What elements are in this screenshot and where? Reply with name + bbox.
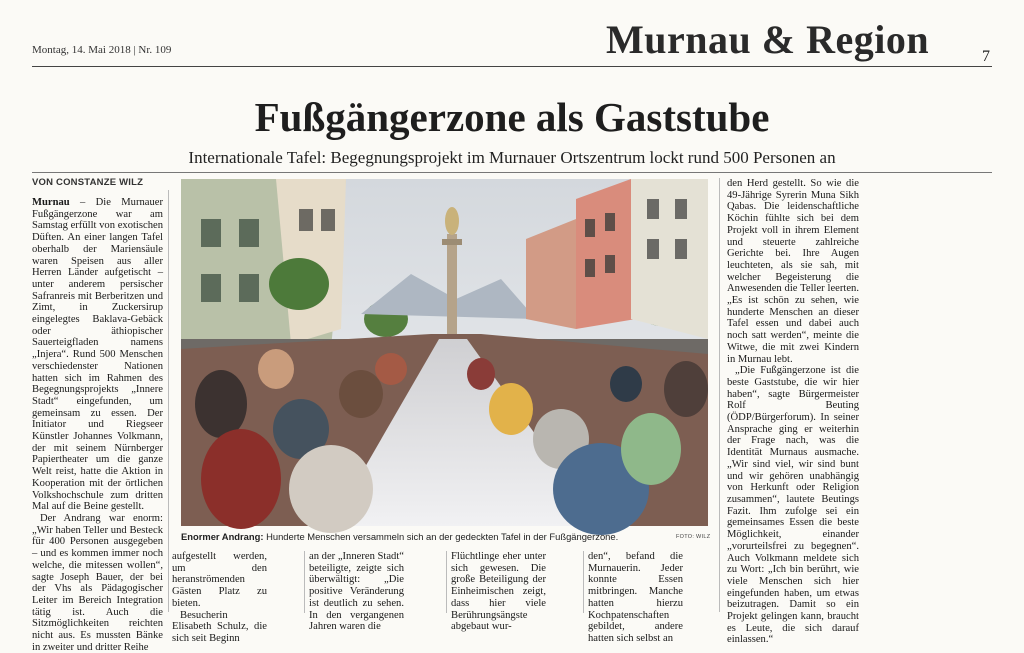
column-divider [304, 551, 305, 613]
column-divider [446, 551, 447, 613]
paragraph: aufgestellt werden, um den heranströmenden Gästen Platz zu bieten. [172, 551, 267, 609]
lead-location: Murnau [32, 197, 70, 208]
column-divider [719, 178, 720, 612]
paragraph: Besucherin Elisabeth Schulz, die sich seit Beginn [172, 609, 267, 644]
photo-caption [181, 531, 711, 542]
photo-credit: FOTO: WILZ [676, 534, 711, 540]
article-column-2 [172, 551, 267, 644]
article-column-3 [309, 551, 405, 633]
dateline: Montag, 14. Mai 2018 | Nr. 109 [32, 44, 172, 56]
subheadline: Internationale Tafel: Begegnungsprojekt im Murnauer Ortszentrum lockt rund 500 Personen an [188, 148, 836, 167]
article-column-5 [588, 551, 683, 644]
caption-lead: Enormer Andrang: [181, 531, 264, 542]
article-photo [181, 179, 708, 526]
column-divider [168, 190, 169, 612]
masthead-rule [32, 66, 992, 67]
subheadline-rule [32, 172, 992, 173]
paragraph [32, 197, 163, 513]
paragraph: Flüchtlinge eher unter sich gewesen. Die große Beteiligung der Einheimischen zeigt, dass hier viele Berührungsängste abgebaut wur- [451, 551, 546, 633]
column-divider [583, 551, 584, 613]
article-column-1 [32, 197, 163, 653]
byline: VON CONSTANZE WILZ [32, 177, 144, 188]
paragraph: Der Andrang war enorm: „Wir haben Teller und Besteck für 400 Personen ausgegeben – und es kommen immer noch welche, die mitessen wollen“, sagte Joseph Bauer, der bei der Vhs als Pädagogischer Leiter im Bereich Integration tätig ist. Auch die Sitzmöglichkeiten reichten nicht aus. Es mussten Bänke in zweiter und dritter Reihe [32, 512, 163, 653]
headline: Fußgängerzone als Gaststube [254, 94, 770, 140]
caption-text: Hunderte Menschen versammeln sich an der gedeckten Tafel in der Fußgängerzone. [263, 531, 619, 542]
article-column-6 [727, 178, 859, 646]
paragraph: an der „Inneren Stadt“ beteiligte, zeigte sich überwältigt: „Die positive Veränderung ist deutlich zu sehen. In den vergangenen Jahren waren die [309, 551, 405, 633]
paragraph: den Herd gestellt. So wie die 49-Jährige Syrerin Muna Sikh Qabas. Die leidenschaftliche Köchin fühlte sich bei dem Projekt voll in ihrem Element und steuerte zahlreiche Gerichte bei. Ihre Augen leuchteten, als sie sah, mit welcher Begeisterung die Anwesenden die Teller leerten. „Es ist schön zu sehen, wie hunderte Menschen an dieser Tafel essen und dabei auch noch satt werden“, meinte die Witwe, die mit zwei Kindern in Murnau lebt. [727, 178, 859, 365]
paragraph-text: – Die Murnauer Fußgängerzone war am Samstag erfüllt von exotischen Düften. An einer langen Tafel oberhalb der Mariensäule waren Speisen aus aller Herren Länder aufgetischt – unter anderem persischer Safranreis mit Berberitzen und Zimt, in Zuckersirup eingelegtes Baklava-Gebäck oder äthiopischer Sauerteigfladen namens „Injera“. Rund 500 Menschen verschiedenster Nationen hatten sich im Rahmen des Begegnungsprojekts „Innere Stadt“ eingefunden, um gemeinsam zu essen. Der Initiator und Riegseer Künstler Johannes Volkmann, der mit seinem Nürnberger Papiertheater um die ganze Welt reist, hatte die Aktion in Kooperation mit der örtlichen Volkshochschule zum dritten Mal auf die Beine gestellt. [32, 197, 163, 513]
page-number: 7 [982, 48, 990, 65]
paragraph: „Die Fußgängerzone ist die beste Gaststube, die wir hier haben“, sagte Bürgermeister Rolf Beuting (ÖDP/Bürgerforum). In seiner Ansprache ging er weiterhin der Frage nach, was die Identität Murnaus ausmache. „Wir sind viel, wir sind bunt und wir gehören unabhängig von Herkunft oder Religion zusammen“, lautete Beutings Fazit. Ihm zufolge sei ein gemeinsames Essen die beste Möglichkeit, einander „vorurteilsfrei zu begegnen“. Auch Volkmann meldete sich zu Wort: „Ich bin berührt, wie viele Menschen sich hier eingefunden haben, um etwas beizutragen. Damit so ein Projekt gelingen kann, braucht es Leute, die sich darauf einlassen.“ [727, 365, 859, 646]
article-column-4 [451, 551, 546, 633]
section-title: Murnau & Region [606, 17, 930, 62]
paragraph: den“, befand die Murnauerin. Jeder konnte Essen mitbringen. Manche hatten hierzu Kochpatenschaften gebildet, andere hatten sich selbst an [588, 551, 683, 644]
photo-illustration [181, 179, 708, 526]
